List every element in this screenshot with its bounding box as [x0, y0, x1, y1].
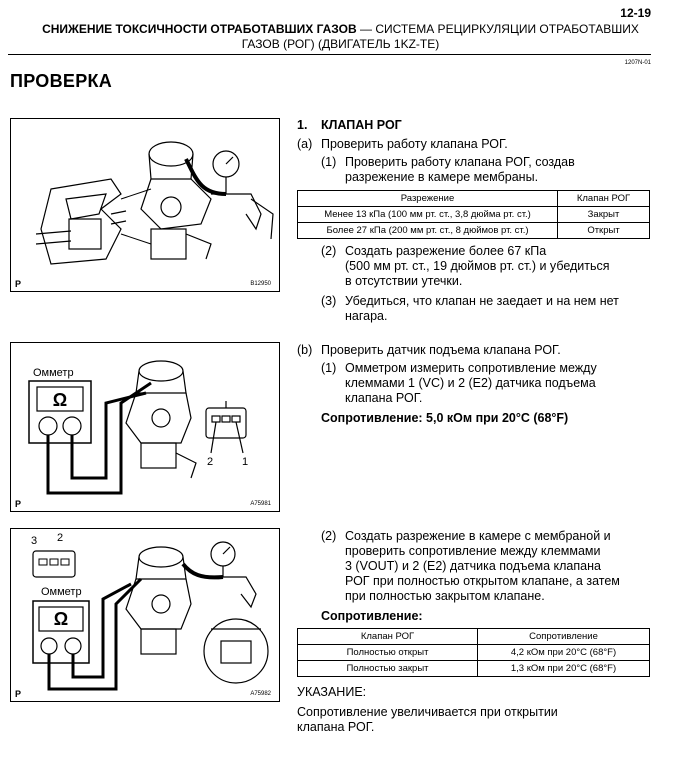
step-b1-line-1: Омметром измерить сопротивление между: [345, 361, 597, 375]
step-a2-line-2: (500 мм рт. ст., 19 дюймов рт. ст.) и убедиться: [345, 259, 610, 273]
note-line-1: Сопротивление увеличивается при открытии: [297, 705, 558, 719]
table-header: Разрежение: [298, 191, 558, 207]
table-cell: Закрыт: [558, 207, 650, 223]
lift-sensor-illustration: [11, 343, 279, 511]
table-cell: Открыт: [558, 223, 650, 239]
header-rule: [8, 54, 651, 55]
step-b2-line-4: РОГ при полностью открытом клапане, а затем: [345, 574, 620, 588]
step-a3-line-2: нагара.: [345, 309, 388, 323]
b2-resistance-label: Сопротивление:: [321, 609, 423, 623]
step-a2-line-3: в отсутствии утечки.: [345, 274, 463, 288]
figure-lift-sensor-ohmmeter: [10, 342, 280, 512]
step-a1-line-2: разрежение в камере мембраны.: [345, 170, 539, 184]
figure-id: B12950: [250, 281, 271, 287]
step-a1-number: (1): [321, 155, 337, 169]
figure-id: A75982: [250, 691, 271, 697]
header-title-rest-1: — СИСТЕМА РЕЦИРКУЛЯЦИИ ОТРАБОТАВШИХ: [360, 22, 639, 36]
ohmmeter-label: Омметр: [33, 367, 74, 379]
step-b1-line-3: клапана РОГ.: [345, 391, 423, 405]
step-a3-number: (3): [321, 294, 337, 308]
pin-2-label: 2: [207, 456, 214, 468]
step-a1-line-1: Проверить работу клапана РОГ, создав: [345, 155, 575, 169]
step-1-title: КЛАПАН РОГ: [321, 118, 402, 132]
figure-lift-sensor-vacuum: [10, 528, 280, 702]
step-a-text: Проверить работу клапана РОГ.: [321, 137, 508, 151]
table-row: [298, 207, 650, 223]
table-row: [298, 661, 650, 677]
step-b2-line-1: Создать разрежение в камере с мембраной и: [345, 529, 611, 543]
vacuum-table: [297, 190, 650, 239]
table-cell: 1,3 кОм при 20°C (68°F): [478, 661, 650, 677]
step-a-label: (a): [297, 137, 313, 151]
pin-1-label: 1: [242, 456, 249, 468]
lift-sensor-vacuum-illustration: [11, 529, 279, 701]
step-a3-line-1: Убедиться, что клапан не заедает и на нем нет: [345, 294, 619, 308]
step-b1-line-2: клеммами 1 (VC) и 2 (E2) датчика подъема: [345, 376, 596, 390]
step-a2-number: (2): [321, 244, 337, 258]
table-cell: Менее 13 кПа (100 мм рт. ст., 3,8 дюйма рт. ст.): [298, 207, 558, 223]
figure-id: A75981: [250, 501, 271, 507]
table-header: Клапан РОГ: [298, 629, 478, 645]
step-b2-line-5: при полностью закрытом клапане.: [345, 589, 545, 603]
step-b1-number: (1): [321, 361, 337, 375]
ohm-symbol: Ω: [53, 609, 69, 629]
b1-resistance-spec: Сопротивление: 5,0 кОм при 20°C (68°F): [321, 411, 569, 425]
pin-2-label: 2: [57, 532, 64, 544]
table-row: [298, 223, 650, 239]
step-a2-line-1: Создать разрежение более 67 кПа: [345, 244, 547, 258]
figure-p-mark: P: [15, 689, 22, 699]
ohmmeter-label: Омметр: [41, 586, 82, 598]
table-cell: Полностью закрыт: [298, 661, 478, 677]
step-b2-line-2: проверить сопротивление между клеммами: [345, 544, 601, 558]
note-label: УКАЗАНИЕ:: [297, 685, 367, 699]
table-header: Сопротивление: [478, 629, 650, 645]
step-b2-number: (2): [321, 529, 337, 543]
table-cell: 4,2 кОм при 20°C (68°F): [478, 645, 650, 661]
page-header: [0, 22, 681, 52]
egr-valve-illustration: [11, 119, 279, 291]
ohm-symbol: Ω: [52, 390, 68, 410]
resistance-table: [297, 628, 650, 677]
doc-code: 1207N-01: [624, 60, 651, 66]
table-row: [298, 645, 650, 661]
step-b2-line-3: 3 (VOUT) и 2 (E2) датчика подъема клапана: [345, 559, 601, 573]
table-cell: Полностью открыт: [298, 645, 478, 661]
table-cell: Более 27 кПа (200 мм рт. ст., 8 дюймов рт. ст.): [298, 223, 558, 239]
step-b-text: Проверить датчик подъема клапана РОГ.: [321, 343, 561, 357]
pin-3-label: 3: [31, 535, 38, 547]
note-line-2: клапана РОГ.: [297, 720, 375, 734]
figure-p-mark: P: [15, 279, 22, 289]
figure-p-mark: P: [15, 499, 22, 509]
step-b-label: (b): [297, 343, 313, 357]
header-line-1: [0, 22, 681, 37]
table-header: Клапан РОГ: [558, 191, 650, 207]
header-title-rest-2: ГАЗОВ (РОГ) (ДВИГАТЕЛЬ 1KZ-TE): [241, 37, 440, 51]
section-title: ПРОВЕРКА: [10, 71, 113, 91]
page-number: 12-19: [620, 6, 651, 20]
header-title-bold: СНИЖЕНИЕ ТОКСИЧНОСТИ ОТРАБОТАВШИХ ГАЗОВ: [42, 22, 357, 36]
figure-egr-valve-vacuum: [10, 118, 280, 292]
step-1-number: 1.: [297, 118, 308, 132]
